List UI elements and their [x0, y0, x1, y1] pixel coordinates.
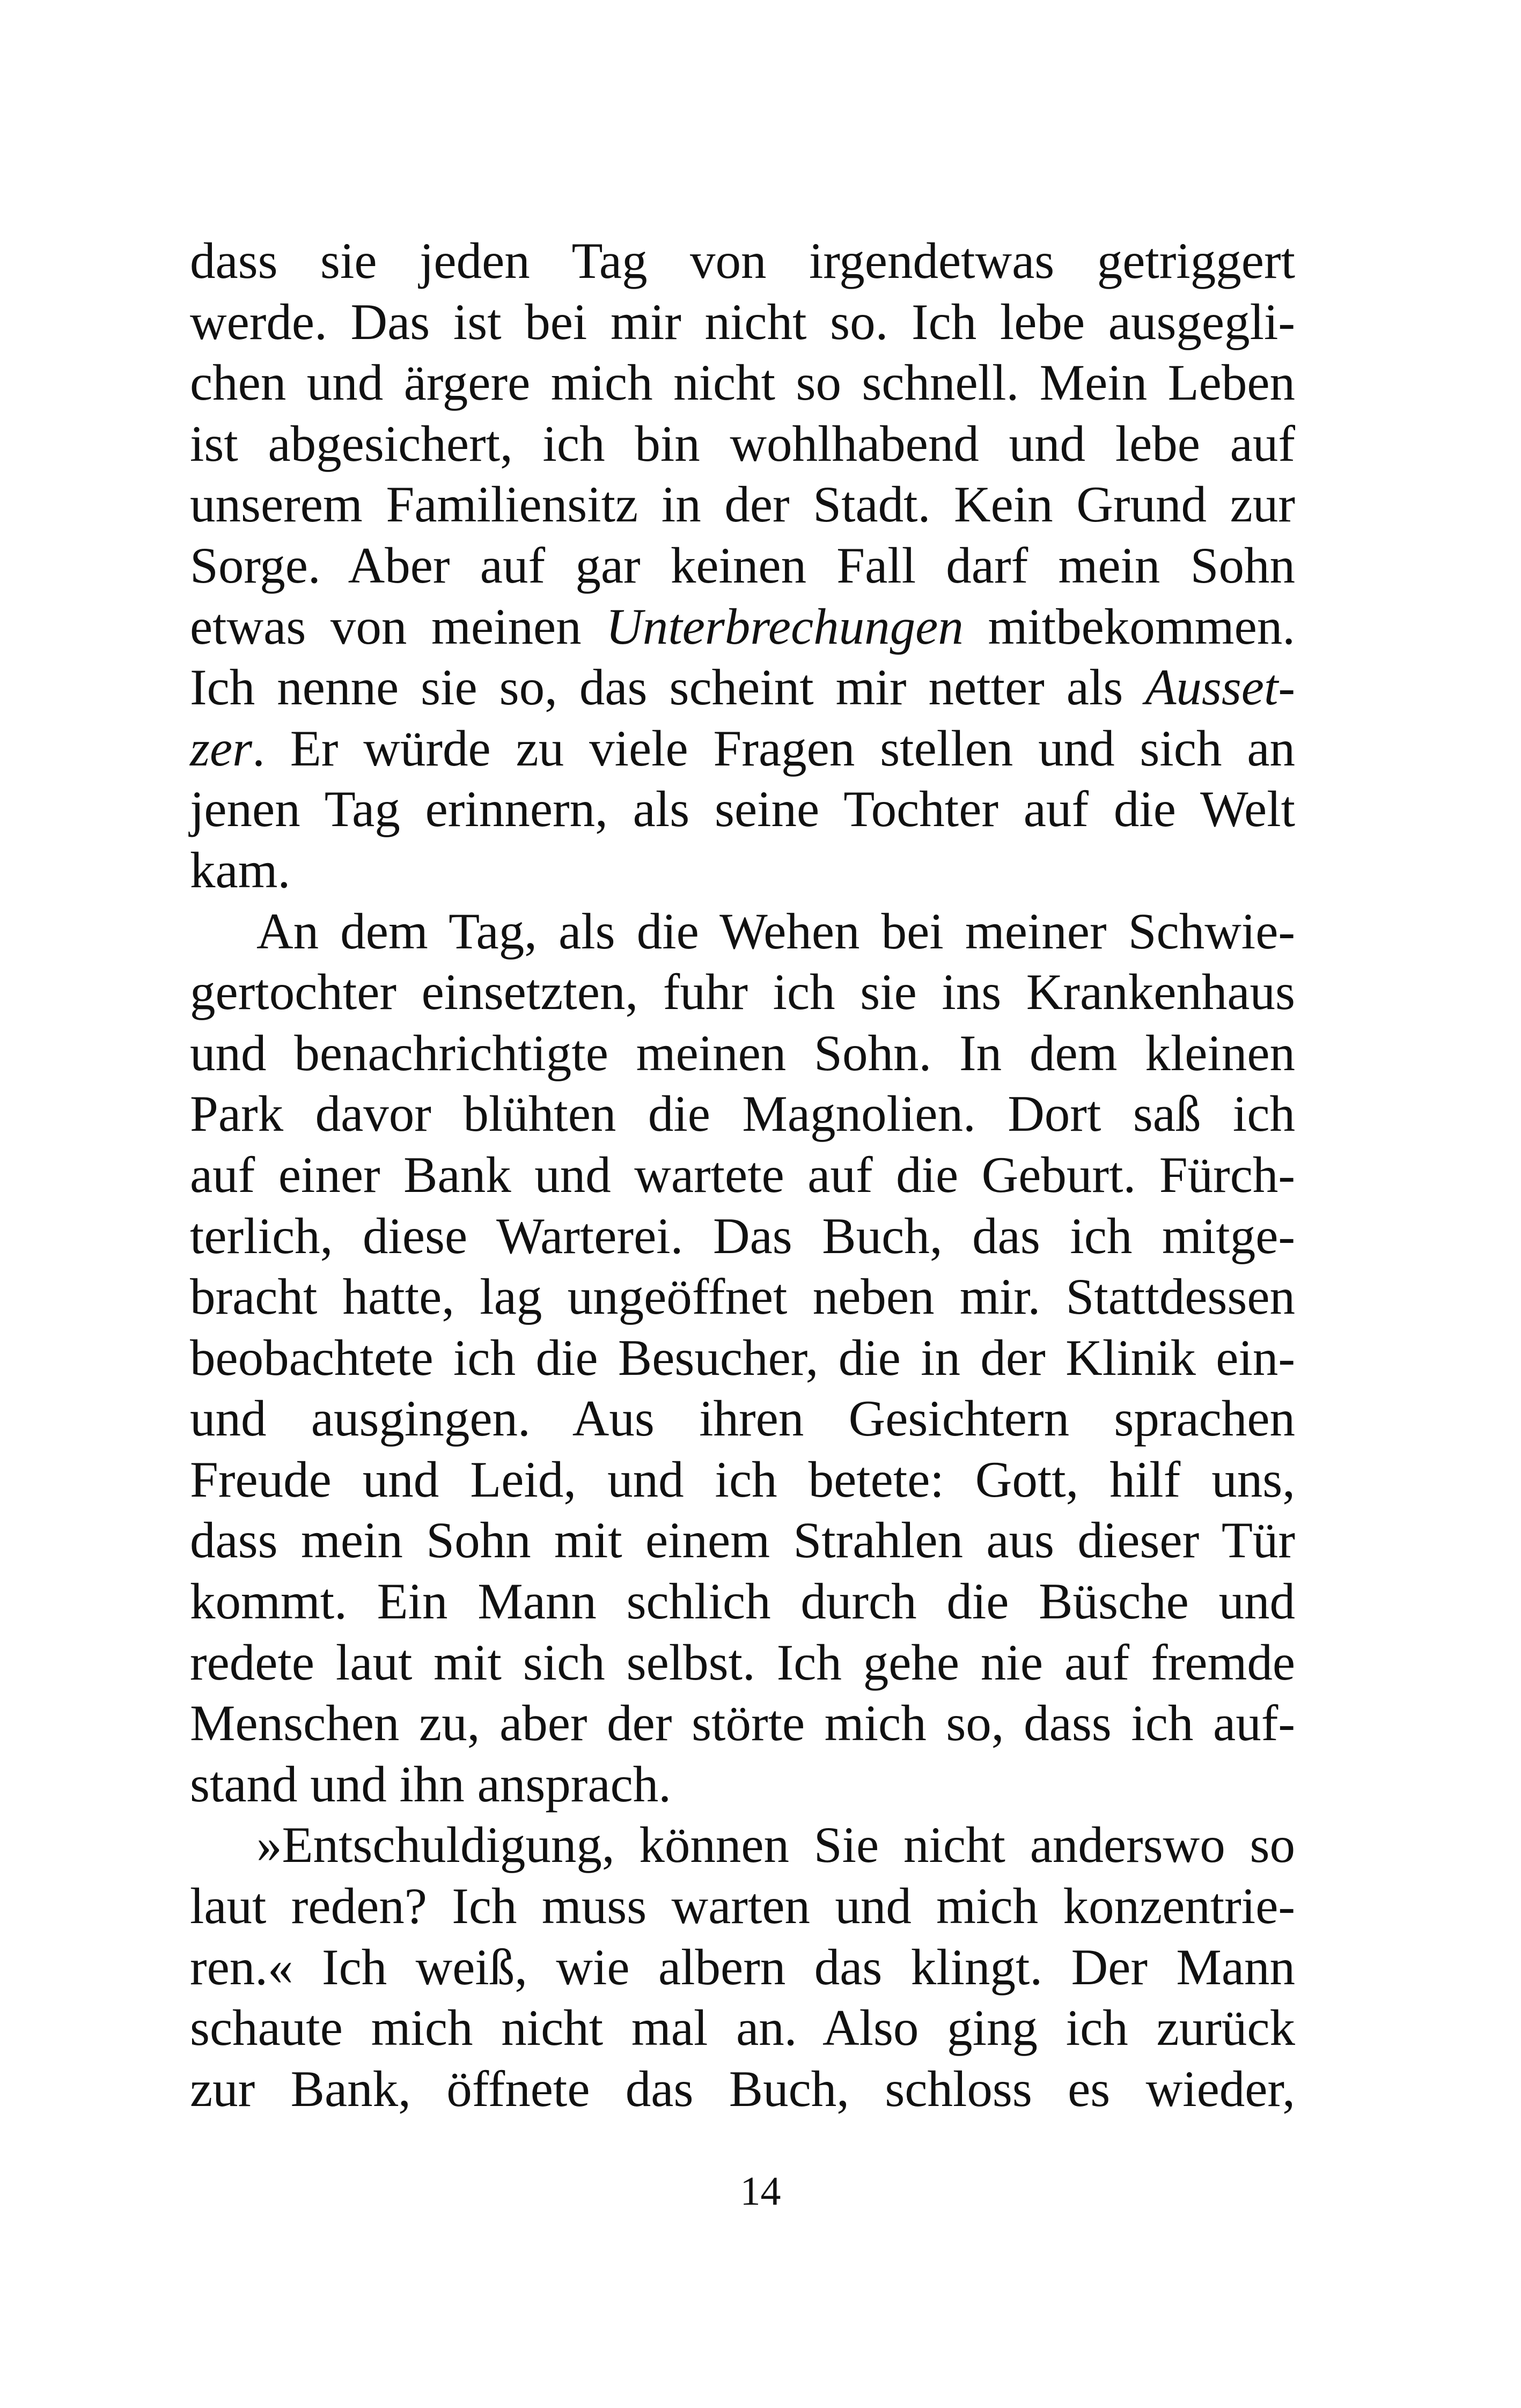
paragraph-1	[190, 231, 1295, 901]
text-line: ist abgesichert, ich bin wohlhabend und lebe auf	[190, 415, 1295, 472]
text-line: dass mein Sohn mit einem Strahlen aus dieser Tür	[190, 1512, 1295, 1569]
text-line: stand und ihn ansprach.	[190, 1755, 672, 1813]
text-line: werde. Das ist bei mir nicht so. Ich lebe ausgegli-	[190, 293, 1295, 350]
text-line: redete laut mit sich selbst. Ich gehe nie auf fremde	[190, 1633, 1295, 1691]
text-line: An dem Tag, als die Wehen bei meiner Schwie-	[256, 902, 1295, 960]
text-line: chen und ärgere mich nicht so schnell. Mein Leben	[190, 354, 1295, 411]
text-line: Park davor blühten die Magnolien. Dort saß ich	[190, 1085, 1295, 1143]
text-line: gertochter einsetzten, fuhr ich sie ins Krankenhaus	[190, 963, 1295, 1021]
text-line: kam.	[190, 841, 291, 899]
text-line: beobachtete ich die Besucher, die in der Klinik ein-	[190, 1329, 1295, 1386]
text-line: unserem Familiensitz in der Stadt. Kein Grund zur	[190, 476, 1295, 533]
text-line: bracht hatte, lag ungeöffnet neben mir. Stattdessen	[190, 1268, 1295, 1325]
text-line: auf einer Bank und wartete auf die Geburt. Fürch-	[190, 1146, 1295, 1203]
text-line: ren.« Ich weiß, wie albern das klingt. Der Mann	[190, 1938, 1295, 1995]
text-line: Menschen zu, aber der störte mich so, dass ich auf-	[190, 1695, 1295, 1752]
text-line: Freude und Leid, und ich betete: Gott, hilf uns,	[190, 1450, 1295, 1508]
text-line: etwas von meinen Unterbrechungen mitbekommen.	[190, 598, 1295, 655]
text-line: zer. Er würde zu viele Fragen stellen und sich an	[190, 719, 1295, 777]
paragraph-2	[190, 901, 1295, 1815]
text-line: und ausgingen. Aus ihren Gesichtern sprachen	[190, 1390, 1295, 1447]
text-line: laut reden? Ich muss warten und mich konzentrie-	[190, 1877, 1295, 1935]
text-line: kommt. Ein Mann schlich durch die Büsche und	[190, 1573, 1295, 1630]
paragraph-3	[190, 1815, 1295, 2119]
text-line: und benachrichtigte meinen Sohn. In dem kleinen	[190, 1024, 1295, 1081]
text-line: Ich nenne sie so, das scheint mir netter als Ausset-	[190, 659, 1295, 716]
body-text	[190, 231, 1295, 2119]
text-line: »Entschuldigung, können Sie nicht anderswo so	[256, 1816, 1295, 1874]
text-line: dass sie jeden Tag von irgendetwas getriggert	[190, 232, 1295, 289]
text-line: Sorge. Aber auf gar keinen Fall darf mein Sohn	[190, 536, 1295, 594]
text-line: zur Bank, öffnete das Buch, schloss es wieder,	[190, 2060, 1295, 2117]
text-line: schaute mich nicht mal an. Also ging ich zurück	[190, 1999, 1295, 2057]
text-line: jenen Tag erinnern, als seine Tochter auf die Welt	[190, 780, 1295, 838]
text-line: terlich, diese Warterei. Das Buch, das ich mitge-	[190, 1207, 1295, 1264]
page-number: 14	[740, 2169, 781, 2214]
